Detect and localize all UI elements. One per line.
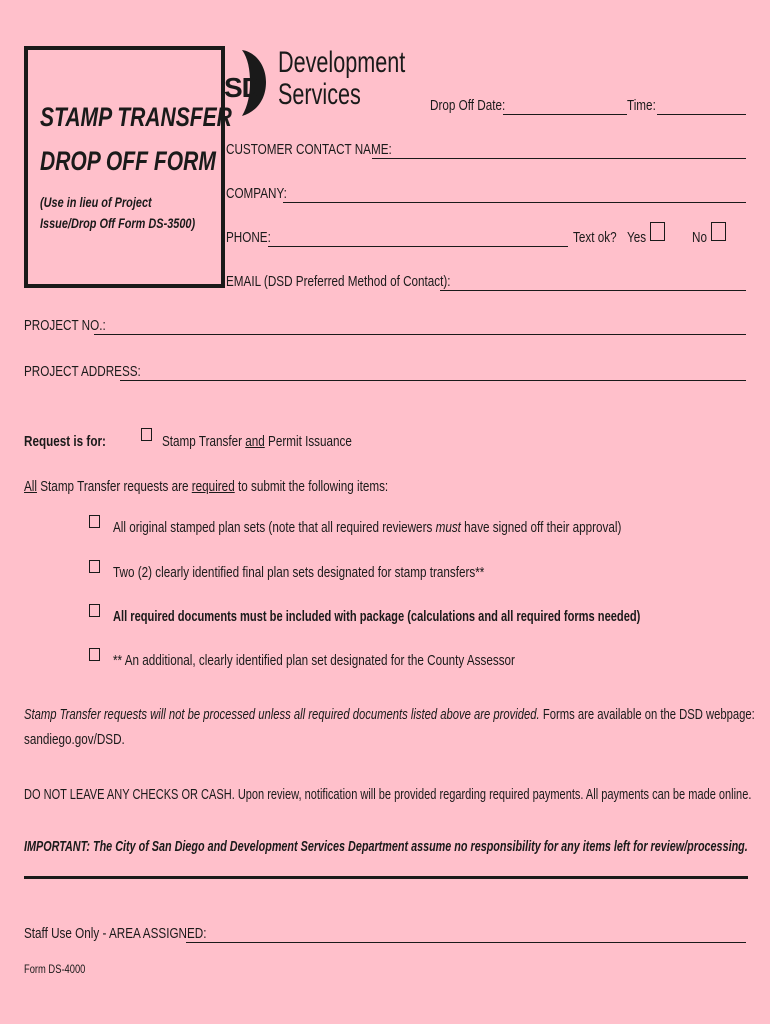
text-ok-label: Text ok? [573, 229, 617, 246]
form-title-box [24, 46, 232, 288]
form-note-line2: Issue/Drop Off Form DS-3500) [40, 215, 196, 231]
project-address-label: PROJECT ADDRESS: [24, 363, 141, 380]
item4-label: ** An additional, clearly identified plan set designated for the County Assessor [113, 652, 515, 669]
item1-checkbox[interactable] [89, 515, 100, 528]
company-field[interactable] [283, 202, 746, 203]
project-no-field[interactable] [94, 334, 746, 335]
time-field[interactable] [657, 114, 746, 115]
no-label: No [692, 229, 707, 246]
stamp-transfer-permit-label: Stamp Transfer and Permit Issuance [162, 433, 352, 450]
dsd-logo [224, 46, 406, 116]
email-label: EMAIL (DSD Preferred Method of Contact): [226, 273, 451, 290]
requirements-intro: All Stamp Transfer requests are required to submit the following items: [24, 478, 389, 495]
divider [24, 876, 748, 879]
phone-label: PHONE: [226, 229, 271, 246]
phone-field[interactable] [268, 246, 568, 247]
form-note-line1: (Use in lieu of Project [40, 194, 152, 210]
dsd-url: sandiego.gov/DSD. [24, 731, 125, 748]
text-ok-no-checkbox[interactable] [711, 222, 726, 241]
project-address-field[interactable] [120, 380, 746, 381]
time-label: Time: [627, 97, 656, 114]
yes-label: Yes [627, 229, 647, 246]
logo-line1: Development [278, 46, 406, 79]
drop-off-date-label: Drop Off Date: [430, 97, 506, 114]
form-title-line1: STAMP TRANSFER [40, 102, 232, 132]
item2-checkbox[interactable] [89, 560, 100, 573]
customer-contact-field[interactable] [372, 158, 746, 159]
important-note: IMPORTANT: The City of San Diego and Development Services Department assume no responsibility for any items left for review/processing. [24, 838, 748, 855]
item3-label: All required documents must be included with package (calculations and all required forms needed) [113, 608, 641, 625]
staff-use-label: Staff Use Only - AREA ASSIGNED: [24, 925, 207, 942]
processing-note: Stamp Transfer requests will not be processed unless all required documents listed above are provided. Forms are available on the DSD webpage: [24, 706, 755, 723]
customer-contact-label: CUSTOMER CONTACT NAME: [226, 141, 392, 158]
drop-off-date-field[interactable] [503, 114, 627, 115]
logo-mark: SD [224, 72, 261, 103]
email-field[interactable] [440, 290, 746, 291]
logo-line2: Services [278, 78, 361, 111]
item3-checkbox[interactable] [89, 604, 100, 617]
request-label: Request is for: [24, 433, 106, 450]
item4-checkbox[interactable] [89, 648, 100, 661]
item1-label: All original stamped plan sets (note that all required reviewers must have signed off their approval) [113, 519, 622, 536]
company-label: COMPANY: [226, 185, 287, 202]
checks-note: DO NOT LEAVE ANY CHECKS OR CASH. Upon review, notification will be provided regarding required payments. All payments can be made online. [24, 786, 752, 803]
stamp-transfer-permit-checkbox[interactable] [141, 428, 152, 441]
item2-label: Two (2) clearly identified final plan sets designated for stamp transfers** [113, 564, 485, 581]
form-number: Form DS-4000 [24, 962, 86, 976]
form-title-line2: DROP OFF FORM [40, 146, 216, 176]
text-ok-yes-checkbox[interactable] [650, 222, 665, 241]
project-no-label: PROJECT NO.: [24, 317, 106, 334]
area-assigned-field[interactable] [186, 942, 746, 943]
